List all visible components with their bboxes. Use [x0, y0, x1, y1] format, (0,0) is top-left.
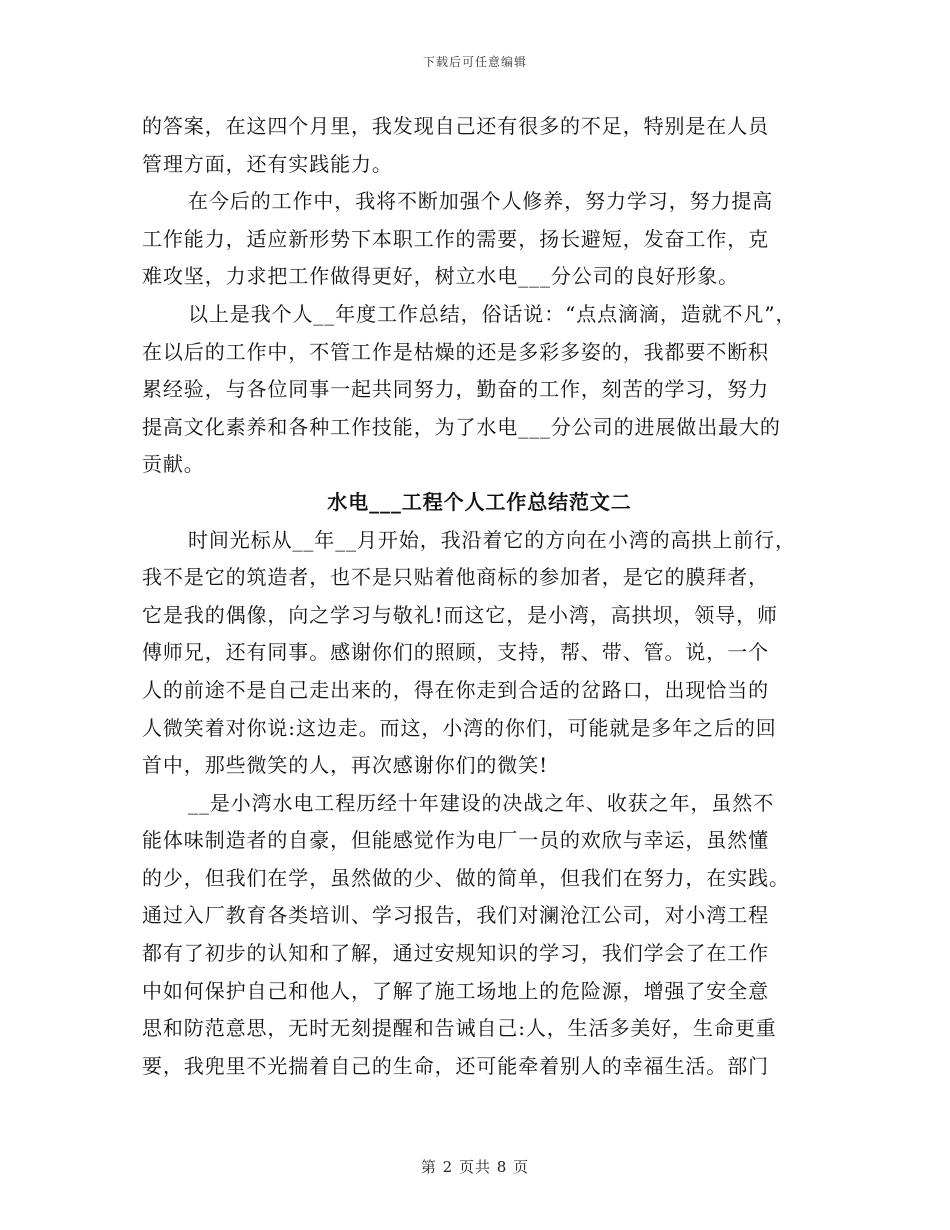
- text-line: __是小湾水电工程历经十年建设的决战之年、收获之年，虽然不: [188, 790, 775, 815]
- text-line: 以上是我个人__年度工作总结，俗话说：“点点滴滴，造就不凡”，: [188, 301, 797, 326]
- text-line: 人的前途不是自己走出来的，得在你走到合适的岔路口，出现恰当的: [142, 677, 769, 702]
- paragraph-summary: [142, 296, 817, 484]
- paragraph-future-work: [142, 183, 817, 296]
- page-footer: 第 2 页共 8 页: [420, 1158, 530, 1176]
- text-line: 提高文化素养和各种工作技能，为了水电___分公司的进展做出最大的: [142, 414, 781, 439]
- paragraph-continued: [142, 108, 817, 183]
- text-line: 人微笑着对你说:这边走。而这，小湾的你们，可能就是多年之后的回: [142, 715, 777, 740]
- paragraph-xiaowan: [142, 785, 817, 1086]
- text-line: 管理方面，还有实践能力。: [142, 151, 393, 176]
- text-line: 思和防范意思，无时无刻提醒和告诫自己:人，生活多美好，生命更重: [142, 1016, 777, 1041]
- page-header: 下载后可任意编辑: [422, 55, 527, 69]
- text-line: 难攻坚，力求把工作做得更好，树立水电___分公司的良好形象。: [142, 264, 739, 289]
- text-line: 在今后的工作中，我将不断加强个人修养，努力学习，努力提高: [188, 189, 774, 214]
- text-line: 首中，那些微笑的人，再次感谢你们的微笑!: [142, 753, 549, 778]
- document-body: [142, 108, 817, 1085]
- text-line: 工作能力，适应新形势下本职工作的需要，扬长避短，发奋工作，克: [142, 226, 769, 251]
- text-line: 我不是它的筑造者，也不是只贴着他商标的参加者，是它的膜拜者，: [142, 565, 769, 590]
- text-line: 都有了初步的认知和了解，通过安规知识的学习，我们学会了在工作: [142, 941, 769, 966]
- text-line: 要，我兜里不光揣着自己的生命，还可能牵着别人的幸福生活。部门: [142, 1053, 769, 1078]
- text-line: 通过入厂教育各类培训、学习报告，我们对澜沧江公司，对小湾工程: [142, 903, 769, 928]
- text-line: 的少，但我们在学，虽然做的少、做的简单，但我们在努力，在实践。: [142, 865, 790, 890]
- text-line: 贡献。: [142, 452, 205, 477]
- text-line: 在以后的工作中，不管工作是枯燥的还是多彩多姿的，我都要不断积: [142, 339, 769, 364]
- text-line: 的答案，在这四个月里，我发现自己还有很多的不足，特别是在人员: [142, 114, 769, 138]
- text-line: 傅师兄，还有同事。感谢你们的照顾，支持，帮、带、管。说，一个: [142, 640, 769, 665]
- text-line: 中如何保护自己和他人，了解了施工场地上的危险源，增强了安全意: [142, 978, 769, 1003]
- section-title: 水电___工程个人工作总结范文二: [327, 489, 632, 514]
- paragraph-time-cursor: [142, 522, 817, 785]
- text-line: 时间光标从__年__月开始，我沿着它的方向在小湾的高拱上前行，: [188, 527, 796, 552]
- text-line: 它是我的偶像，向之学习与敬礼!而这它，是小湾，高拱坝，领导，师: [142, 602, 778, 627]
- text-line: 累经验，与各位同事一起共同努力，勤奋的工作，刻苦的学习，努力: [142, 377, 769, 402]
- text-line: 能体味制造者的自豪，但能感觉作为电厂一员的欢欣与幸运，虽然懂: [142, 828, 769, 853]
